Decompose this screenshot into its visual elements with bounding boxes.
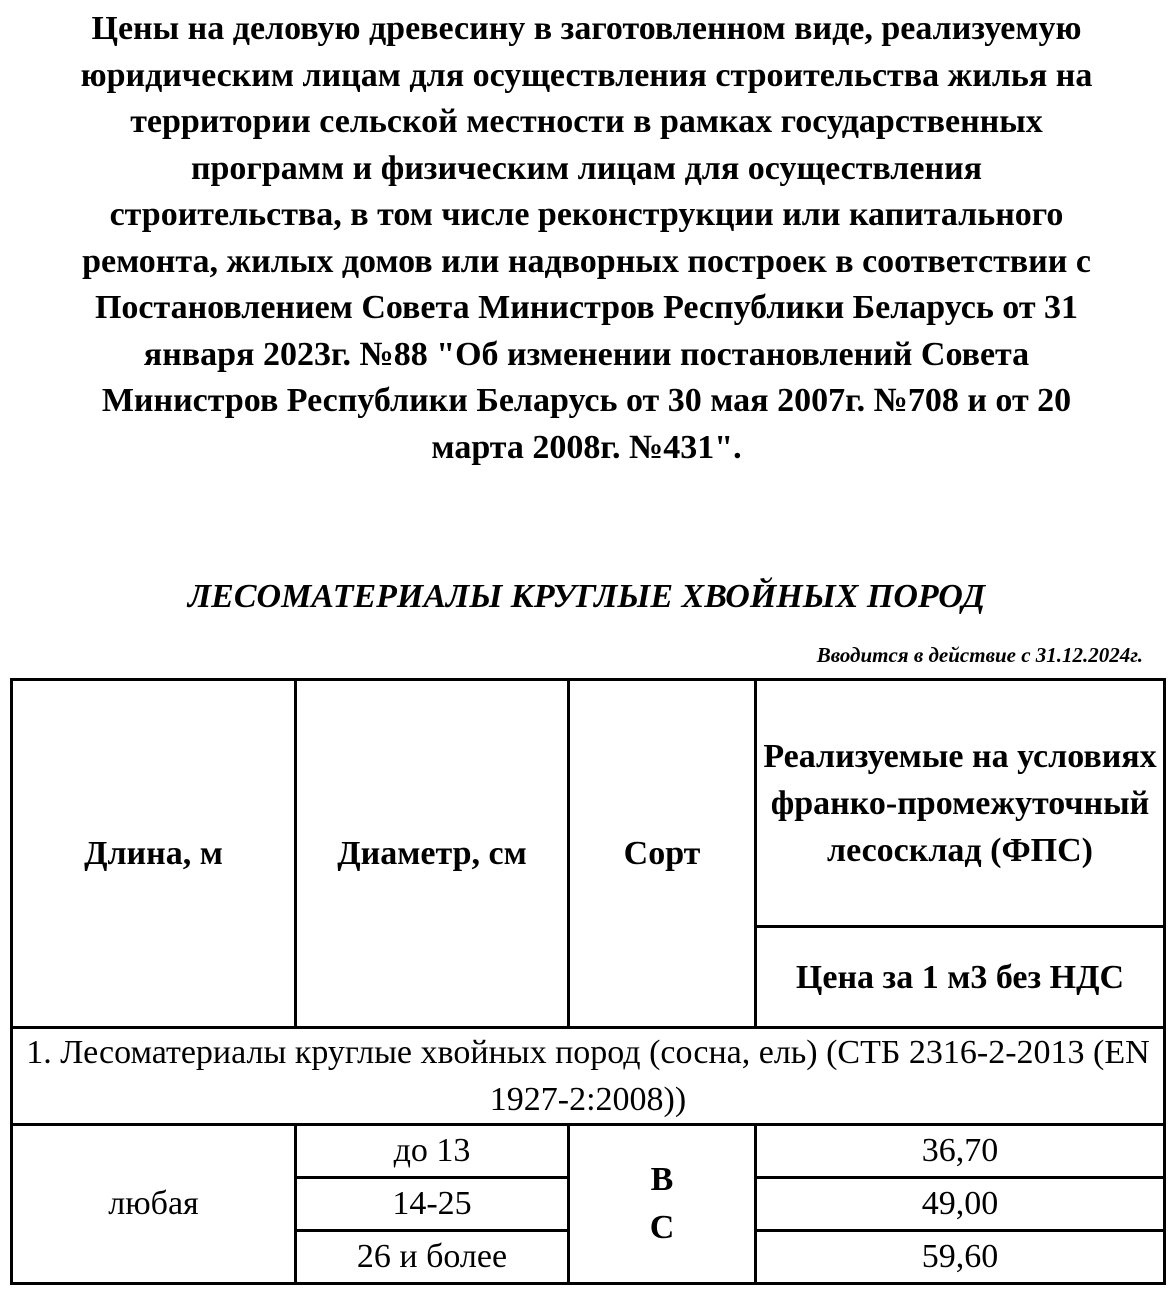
price-table xyxy=(10,678,1166,1285)
diameter-cell: 26 и более xyxy=(296,1231,569,1284)
price-cell: 59,60 xyxy=(756,1231,1165,1284)
title-line: Министров Республики Беларусь от 30 мая 2007г. №708 и от 20 xyxy=(101,382,1072,419)
grade-value: C xyxy=(649,1209,675,1246)
effective-date: Вводится в действие с 31.12.2024г. xyxy=(816,643,1143,667)
price-cell: 49,00 xyxy=(756,1178,1165,1231)
document-title xyxy=(0,6,1173,471)
table-row xyxy=(12,1125,1165,1178)
header-grade: Сорт xyxy=(569,680,756,1028)
title-line: юридическим лицам для осуществления строительства жилья на xyxy=(80,56,1093,94)
diameter-cell: 14-25 xyxy=(296,1178,569,1231)
header-diameter: Диаметр, см xyxy=(296,680,569,1028)
grade-value: B xyxy=(650,1161,674,1198)
header-price: Цена за 1 м3 без НДС xyxy=(756,927,1165,1028)
title-line: Цены на деловую древесину в заготовленном виде, реализуемую xyxy=(91,10,1082,47)
title-line: Постановлением Совета Министров Республики Беларусь от 31 xyxy=(94,289,1079,326)
diameter-cell: до 13 xyxy=(296,1125,569,1178)
section-subtitle: ЛЕСОМАТЕРИАЛЫ КРУГЛЫЕ ХВОЙНЫХ ПОРОД xyxy=(187,578,986,615)
header-sales-terms: Реализуемые на условиях франко-промежуточный лесосклад (ФПС) xyxy=(756,680,1165,927)
title-line: марта 2008г. №431". xyxy=(431,428,742,466)
title-line: программ и физическим лицам для осуществления xyxy=(190,149,983,187)
title-line: ремонта, жилых домов или надворных построек в соответствии с xyxy=(82,242,1091,280)
table-section-row xyxy=(12,1028,1165,1125)
length-cell: любая xyxy=(12,1125,296,1284)
price-cell: 36,70 xyxy=(756,1125,1165,1178)
section-title: 1. Лесоматериалы круглые хвойных пород (сосна, ель) (СТБ 2316-2-2013 (EN 1927-2:2008)) xyxy=(12,1028,1165,1125)
table-header-row xyxy=(12,680,1165,927)
grade-cell xyxy=(569,1125,756,1284)
title-line: строительства, в том числе реконструкции или капитального xyxy=(109,196,1064,233)
title-line: января 2023г. №88 "Об изменении постановлений Совета xyxy=(143,335,1030,373)
header-length: Длина, м xyxy=(12,680,296,1028)
title-line: территории сельской местности в рамках государственных xyxy=(130,103,1043,140)
